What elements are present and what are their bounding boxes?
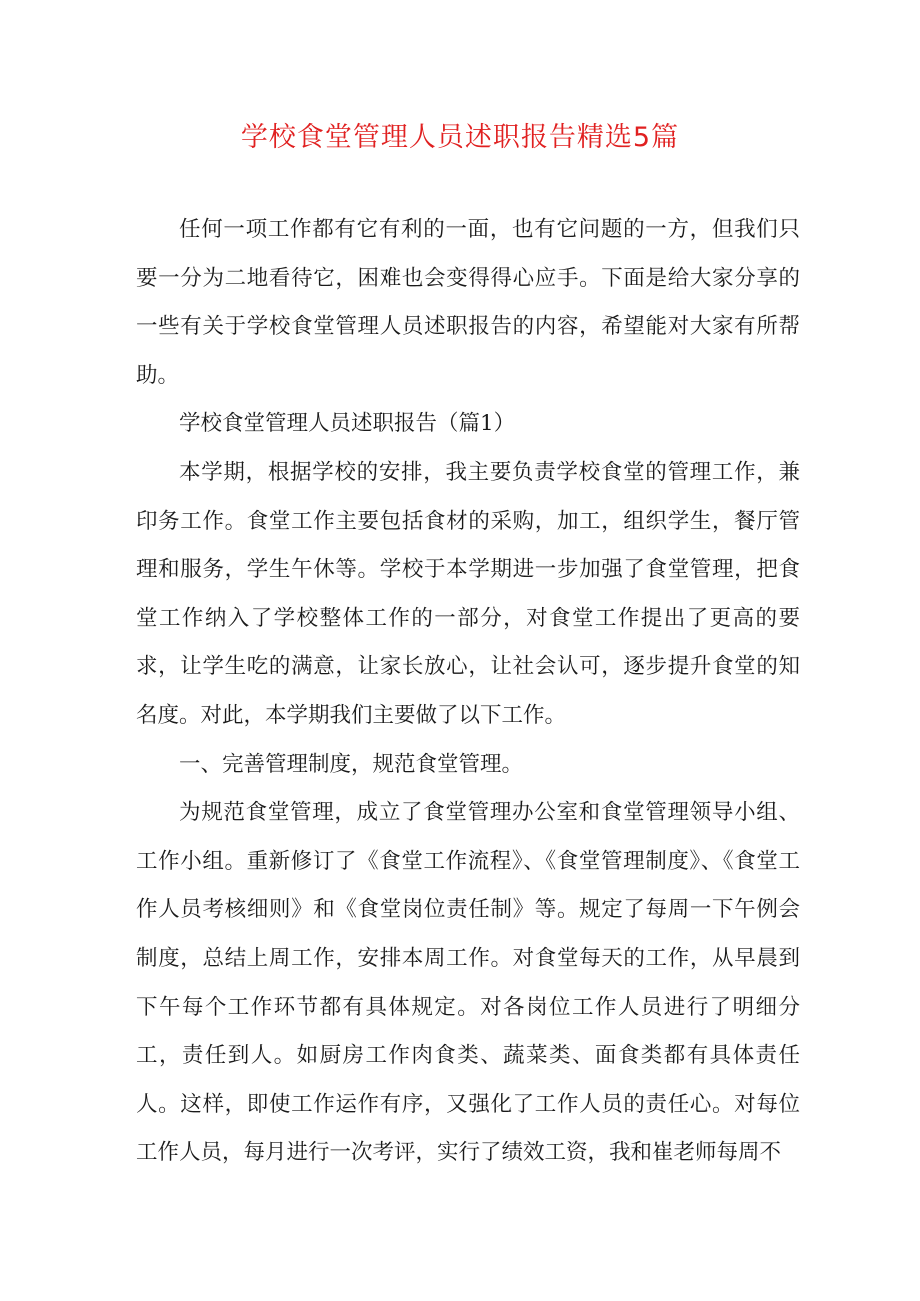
body-paragraph: 本学期，根据学校的安排，我主要负责学校食堂的管理工作，兼印务工作。食堂工作主要包括食材的采购，加工，组织学生，餐厅管理和服务，学生午休等。学校于本学期进一步加强了食堂管理，把食堂工作纳入了学校整体工作的一部分，对食堂工作提出了更高的要求，让学生吃的满意，让家长放心，让社会认可，逐步提升食堂的知名度。对此，本学期我们主要做了以下工作。 — [136, 459, 800, 728]
section-heading: 学校食堂管理人员述职报告（篇1） — [179, 411, 516, 437]
document-title: 学校食堂管理人员述职报告精选5篇 — [240, 122, 680, 153]
document-body — [136, 206, 800, 1178]
subsection-heading: 一、完善管理制度，规范食堂管理。 — [179, 751, 524, 777]
body-paragraph: 为规范食堂管理，成立了食堂管理办公室和食堂管理领导小组、工作小组。重新修订了《食堂工作流程》、《食堂管理制度》、《食堂工作人员考核细则》和《食堂岗位责任制》等。规定了每周一下午例会制度，总结上周工作，安排本周工作。对食堂每天的工作，从早晨到下午每个工作环节都有具体规定。对各岗位工作人员进行了明细分工，责任到人。如厨房工作肉食类、蔬菜类、面食类都有具体责任人。这样，即使工作运作有序，又强化了工作人员的责任心。对每位工作人员，每月进行一次考评，实行了绩效工资，我和崔老师每周不 — [136, 800, 800, 1166]
intro-paragraph: 任何一项工作都有它有利的一面，也有它问题的一方，但我们只要一分为二地看待它，困难也会变得得心应手。下面是给大家分享的一些有关于学校食堂管理人员述职报告的内容，希望能对大家有所帮助。 — [136, 217, 800, 388]
